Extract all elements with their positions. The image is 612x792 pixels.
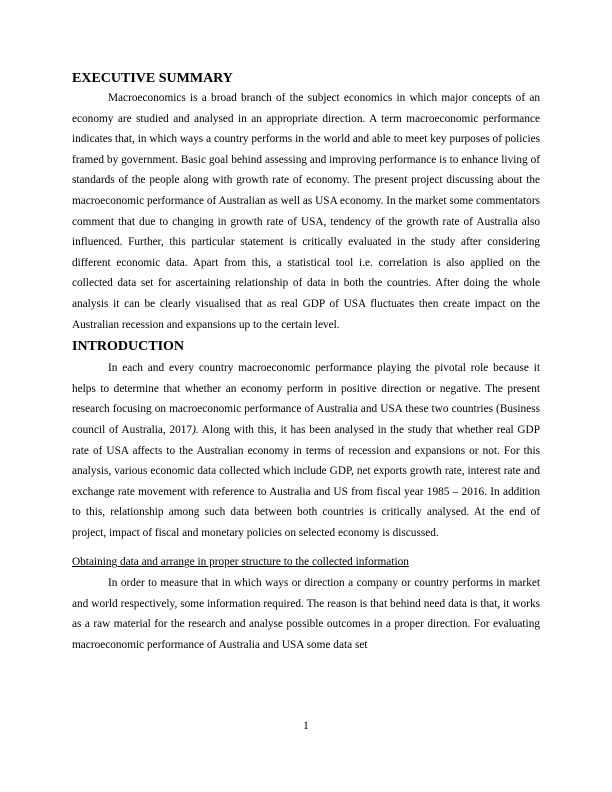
page-number: 1: [303, 720, 309, 732]
executive-summary-heading: EXECUTIVE SUMMARY: [72, 71, 233, 86]
introduction-paragraph-start: In each and every country macroeconomic performance playing the pivotal role because it helps to determine that whether an economy perform in positive direction or negative. The present research focusing on macroeconomic performance of Australia and USA these two countries (Business council of Australia, 2017: [72, 362, 540, 436]
introduction-paragraph-end: Along with this, it has been analysed in the study that whether real GDP rate of USA affects to the Australian economy in terms of recession and expansions or not. For this analysis, various economic data collected which include GDP, net exports growth rate, interest rate and exchange rate movement with reference to Australia and US from fiscal year 1985 – 2016. In addition to this, relationship among such data between both countries is critically analysed. At the end of project, impact of fiscal and monetary policies on selected economy is discussed.: [72, 423, 540, 539]
introduction-heading: INTRODUCTION: [72, 339, 185, 355]
data-section-paragraph: In order to measure that in which ways or direction a company or country performs in market and world respectively, some information required. The reason is that behind need data is that, it works as a raw material for the research and analyse possible outcomes in a proper direction. For evaluating macroeconomic performance of Australia and USA some data set: [72, 577, 540, 651]
data-section-subheading: Obtaining data and arrange in proper structure to the collected information: [72, 556, 409, 569]
page-content: [72, 70, 540, 655]
executive-summary-paragraph: Macroeconomics is a broad branch of the subject economics in which major concepts of an economy are studied and analysed in an appropriate direction. A term macroeconomic performance indicates that, in which ways a country performs in the world and able to meet key purposes of policies framed by government. Basic goal behind assessing and improving performance is to enhance living of standards of the people along with growth rate of economy. The present project discussing about the macroeconomic performance of Australian as well as USA economy. In the market some commentators comment that due to changing in growth rate of USA, tendency of the growth rate of Australia also influenced. Further, this particular statement is critically evaluated in the study after considering different economic data. Apart from this, a statistical tool i.e. correlation is also applied on the collected data set for ascertaining relationship of data in both the countries. After doing the whole analysis it can be clearly visualised that as real GDP of USA fluctuates then create impact on the Australian recession and expansions up to the certain level.: [72, 92, 540, 331]
introduction-paragraph: [72, 358, 540, 543]
introduction-paragraph-italic: ).: [192, 423, 199, 436]
